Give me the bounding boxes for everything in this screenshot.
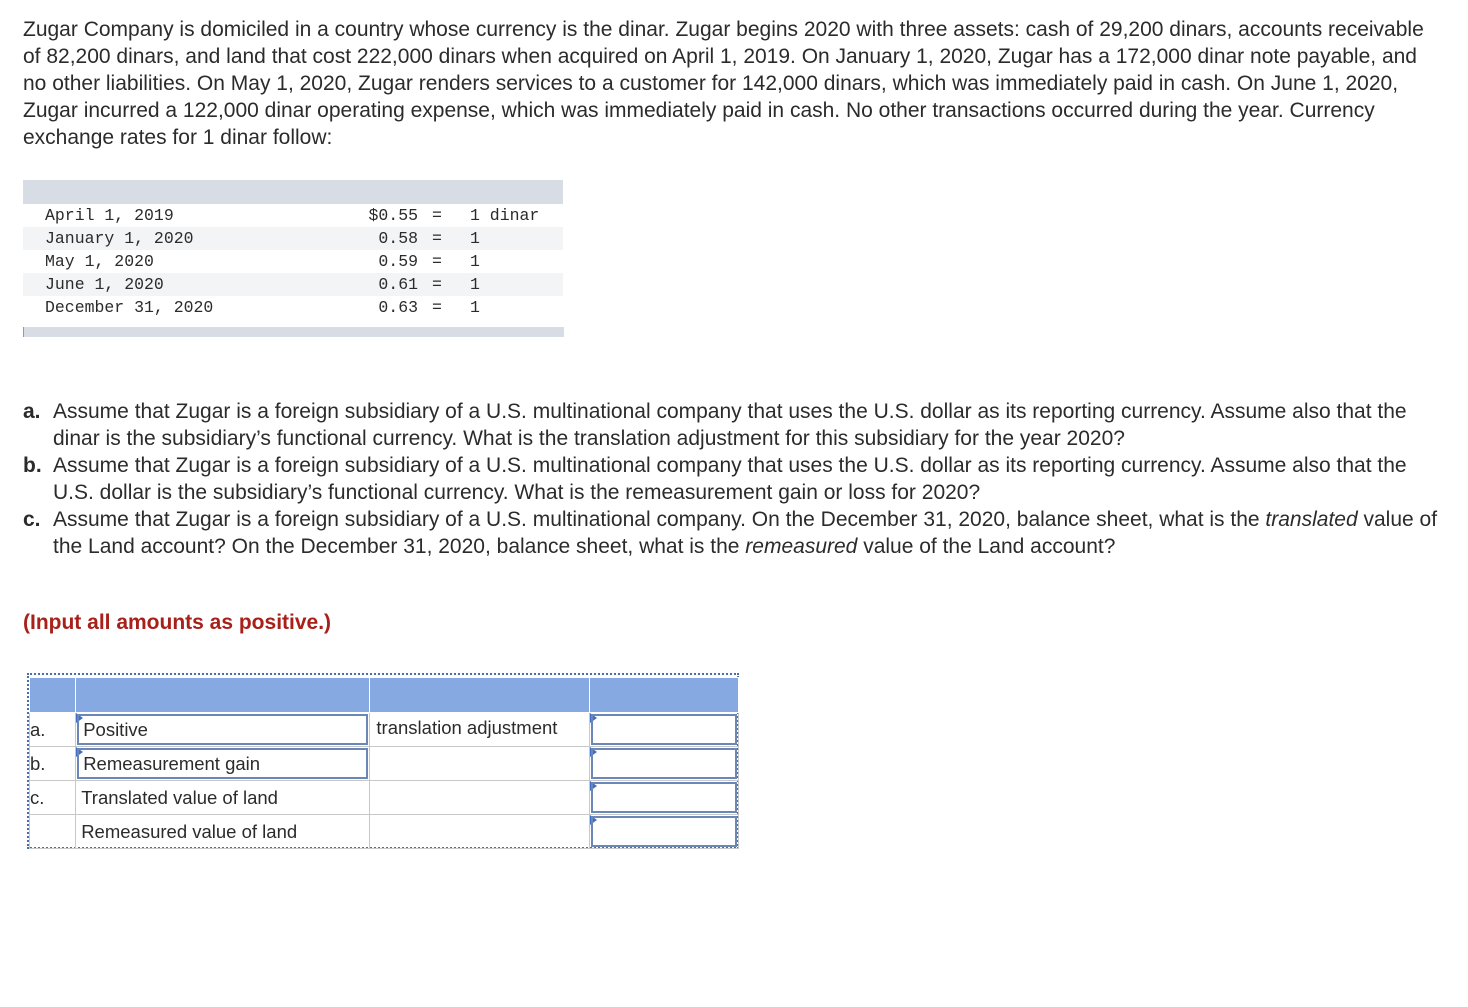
text-cell — [76, 815, 370, 849]
header-cell — [370, 678, 590, 713]
rate-dinar: 1 — [470, 298, 480, 317]
rate-dinar: 1 — [470, 275, 480, 294]
empty-cell — [370, 781, 590, 815]
gain-loss-select[interactable]: Remeasurement gain — [77, 748, 368, 779]
label-cell — [370, 747, 590, 781]
question-emphasis: remeasured — [745, 535, 858, 558]
rate-row — [23, 204, 563, 227]
amount-cell — [590, 713, 739, 747]
text-cell — [76, 781, 370, 815]
question-text: value of the Land account? — [857, 535, 1116, 558]
rate-dinar: 1 — [470, 229, 480, 248]
rate-date: May 1, 2020 — [45, 252, 154, 271]
answer-row-b — [30, 747, 739, 781]
question-a — [23, 398, 1443, 452]
answer-header-row — [30, 678, 739, 713]
rate-equals: = — [432, 206, 442, 225]
question-b — [23, 452, 1443, 506]
row-letter — [30, 815, 76, 849]
empty-cell — [370, 815, 590, 849]
rate-usd: $0.55 — [368, 206, 418, 225]
translated-land-input[interactable] — [591, 782, 737, 813]
row-label: Remeasured value of land — [81, 820, 298, 842]
rate-usd: 0.61 — [378, 275, 418, 294]
amount-cell — [590, 781, 739, 815]
question-text: Assume that Zugar is a foreign subsidiary of a U.S. multinational company that uses the U.S. dollar as its reporting currency. Assume also that the U.S. dollar is the subsidiary’s functional currency. What is the remeasurement gain or loss for 2020? — [53, 454, 1407, 504]
question-emphasis: translated — [1265, 508, 1358, 531]
header-cell — [30, 678, 76, 713]
rate-row — [23, 296, 563, 319]
question-letter: b. — [23, 454, 42, 477]
question-letter: c. — [23, 508, 41, 531]
header-cell — [76, 678, 370, 713]
rate-equals: = — [432, 298, 442, 317]
rate-equals: = — [432, 229, 442, 248]
remeasured-land-input[interactable] — [591, 816, 737, 847]
translation-adjustment-input[interactable] — [591, 714, 737, 745]
question-text: Assume that Zugar is a foreign subsidiary of a U.S. multinational company that uses the U.S. dollar as its reporting currency. Assume also that the dinar is the subsidiary’s functional currency. What is the translation adjustment for this subsidiary for the year 2020? — [53, 400, 1407, 450]
header-cell — [590, 678, 739, 713]
questions — [23, 398, 1443, 560]
rates-footer-bar — [23, 327, 564, 337]
answer-table — [27, 673, 739, 849]
row-letter: c. — [30, 781, 76, 815]
adjustment-label-select[interactable]: translation adjustment — [376, 717, 558, 738]
rate-date: January 1, 2020 — [45, 229, 194, 248]
problem-intro: Zugar Company is domiciled in a country whose currency is the dinar. Zugar begins 2020 with three assets: cash of 29,200 dinars, accounts receivable of 82,200 dinars, and land that cost 222,000 dinars when acquired on April 1, 2019. On January 1, 2020, Zugar has a 172,000 dinar note payable, and no other liabilities. On May 1, 2020, Zugar renders services to a customer for 142,000 dinars, which was immediately paid in cash. On June 1, 2020, Zugar incurred a 122,000 dinar operating expense, which was immediately paid in cash. No other transactions occurred during the year. Currency exchange rates for 1 dinar follow: — [23, 18, 1424, 149]
question-letter: a. — [23, 400, 41, 423]
amount-cell — [590, 815, 739, 849]
rate-dinar: 1 — [470, 252, 480, 271]
rate-date: April 1, 2019 — [45, 206, 174, 225]
question-text: value of the Land account? On the December 31, 2020, balance sheet, what is the — [53, 508, 1438, 558]
rates-header-bar — [23, 180, 563, 204]
rate-equals: = — [432, 252, 442, 271]
rate-usd: 0.59 — [378, 252, 418, 271]
rate-row — [23, 273, 563, 296]
row-letter: b. — [30, 747, 76, 781]
rate-row — [23, 227, 563, 250]
row-label — [370, 753, 375, 774]
remeasurement-amount-input[interactable] — [591, 748, 737, 779]
rate-date: December 31, 2020 — [45, 298, 214, 317]
question-c — [23, 506, 1443, 560]
row-letter: a. — [30, 713, 76, 747]
rate-date: June 1, 2020 — [45, 275, 164, 294]
exchange-rate-table — [23, 180, 563, 338]
direction-cell — [76, 713, 370, 747]
rate-usd: 0.63 — [378, 298, 418, 317]
answer-row-c — [30, 781, 739, 815]
direction-cell — [76, 747, 370, 781]
rate-row — [23, 250, 563, 273]
rate-usd: 0.58 — [378, 229, 418, 248]
answer-row-a — [30, 713, 739, 747]
instruction-note: (Input all amounts as positive.) — [23, 611, 332, 634]
question-text: Assume that Zugar is a foreign subsidiary of a U.S. multinational company. On the December 31, 2020, balance sheet, what is the — [53, 508, 1266, 531]
label-cell — [370, 713, 590, 747]
row-label: Translated value of land — [81, 786, 278, 808]
rate-equals: = — [432, 275, 442, 294]
rate-dinar: 1 dinar — [470, 206, 540, 225]
amount-cell — [590, 747, 739, 781]
direction-select[interactable]: Positive — [77, 714, 368, 745]
answer-row-d — [30, 815, 739, 849]
